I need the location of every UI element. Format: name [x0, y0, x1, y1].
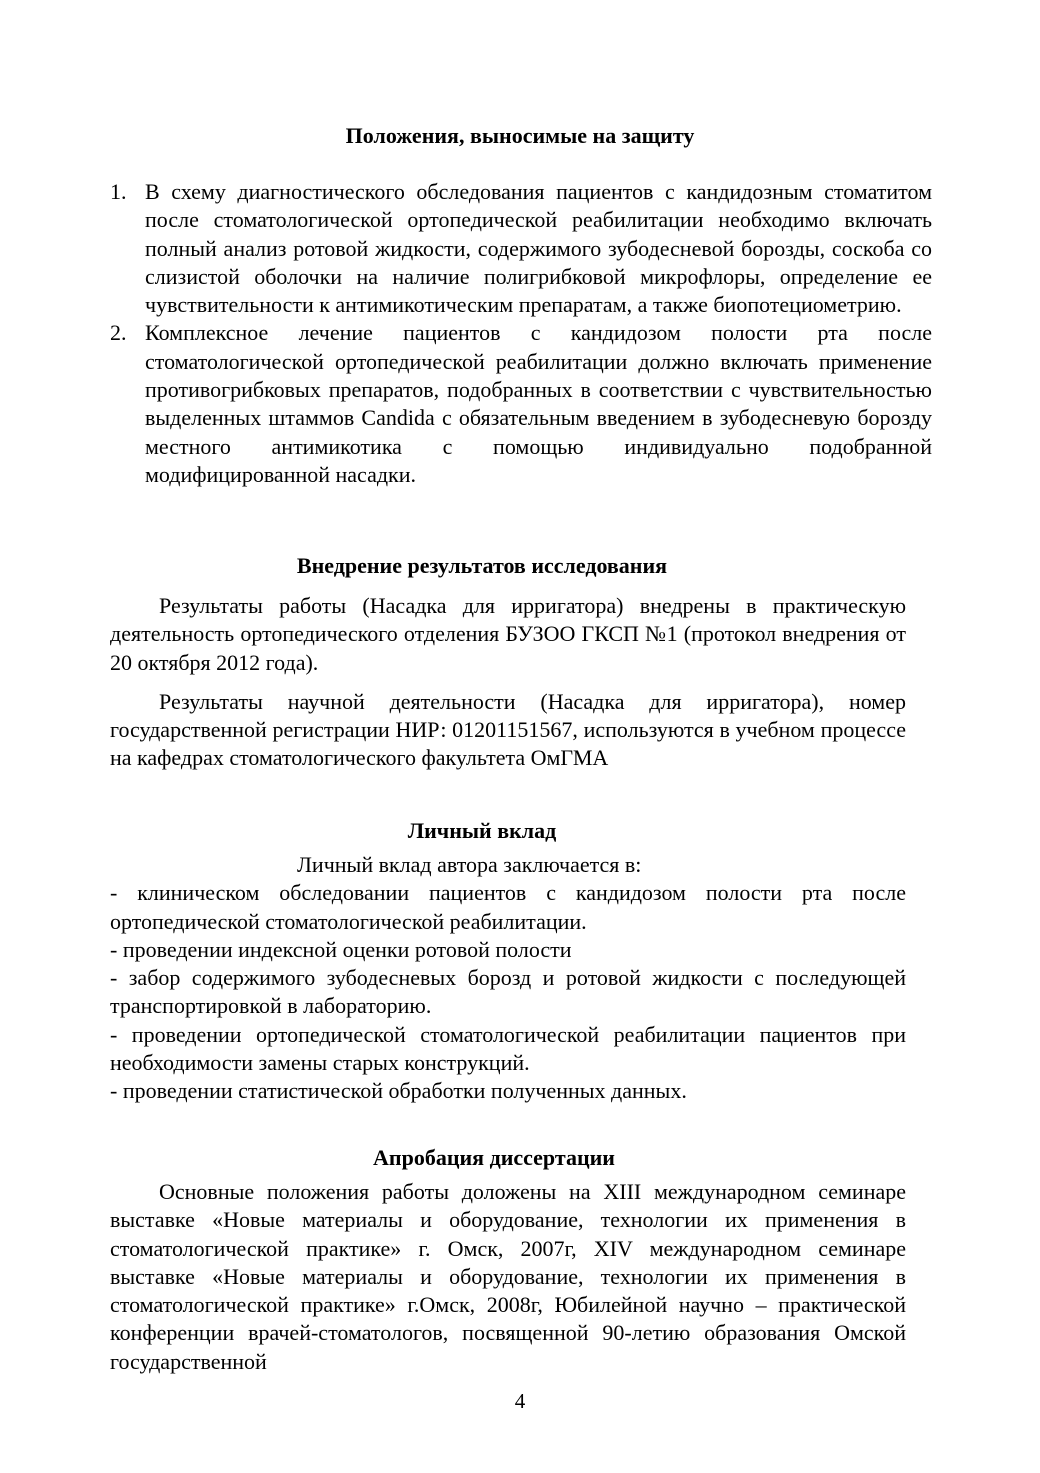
- thesis-item: [110, 178, 932, 319]
- contribution-heading: Личный вклад: [407, 818, 557, 843]
- thesis-item-number: 1.: [110, 179, 127, 204]
- contribution-intro: Личный вклад автора заключается в:: [297, 852, 642, 877]
- thesis-item-text: Комплексное лечение пациентов с кандидозом полости рта после стоматологической ортопедической реабилитации должно включать применение противогрибковых препаратов, подобранных в соответствии с чувствительностью выделенных штаммов Candida с обязательным введением в зубодесневую борозду местного антимикотика с помощью индивидуально подобранной модифицированной насадки.: [145, 320, 932, 487]
- thesis-heading: Положения, выносимые на защиту: [345, 123, 695, 148]
- page-number: 4: [514, 1389, 526, 1413]
- contribution-item: - забор содержимого зубодесневых борозд и ротовой жидкости с последующей транспортировкой в лабораторию.: [110, 965, 906, 1019]
- contribution-item: - проведении статистической обработки полученных данных.: [110, 1078, 687, 1104]
- thesis-item: [110, 319, 932, 489]
- contribution-item: - проведении индексной оценки ротовой полости: [110, 936, 572, 962]
- approbation-paragraph: Основные положения работы доложены на XIII международном семинаре выставке «Новые материалы и оборудование, технологии их применения в стоматологической практике» г. Омск, 2007г, XIV международном семинаре выставке «Новые материалы и оборудование, технологии их применения в стоматологической практике» г.Омск, 2008г, Юбилейной научно – практической конференции врачей-стоматологов, посвященной 90-летию образования Омской государственной: [110, 1179, 906, 1374]
- implementation-paragraph: Результаты научной деятельности (Насадка для ирригатора), номер государственной регистрации НИР: 01201151567, используются в учебном процессе на кафедрах стоматологического факультета ОмГМА: [110, 688, 906, 771]
- contribution-item: - проведении ортопедической стоматологической реабилитации пациентов при необходимости замены старых конструкций.: [110, 1021, 906, 1076]
- contribution-item: - клиническом обследовании пациентов с кандидозом полости рта после ортопедической стоматологической реабилитации.: [110, 880, 906, 934]
- approbation-heading: Апробация диссертации: [373, 1145, 615, 1170]
- implementation-body: [110, 592, 906, 773]
- contribution-body: [110, 851, 906, 1106]
- thesis-list: [110, 178, 932, 489]
- thesis-item-number: 2.: [110, 320, 127, 346]
- implementation-heading: Внедрение результатов исследования: [296, 553, 668, 578]
- approbation-body: [110, 1178, 906, 1376]
- implementation-paragraph: Результаты работы (Насадка для ирригатора) внедрены в практическую деятельность ортопедического отделения БУЗОО ГКСП №1 (протокол внедрения от 20 октября 2012 года).: [110, 593, 906, 675]
- thesis-item-text: В схему диагностического обследования пациентов с кандидозным стоматитом после стоматологической ортопедической реабилитации необходимо включать полный анализ ротовой жидкости, содержимого зубодесневой борозды, соскоба со слизистой оболочки на наличие полигрибковой микрофлоры, определение ее чувствительности к антимикотическим препаратам, а также биопотециометрию.: [145, 179, 932, 318]
